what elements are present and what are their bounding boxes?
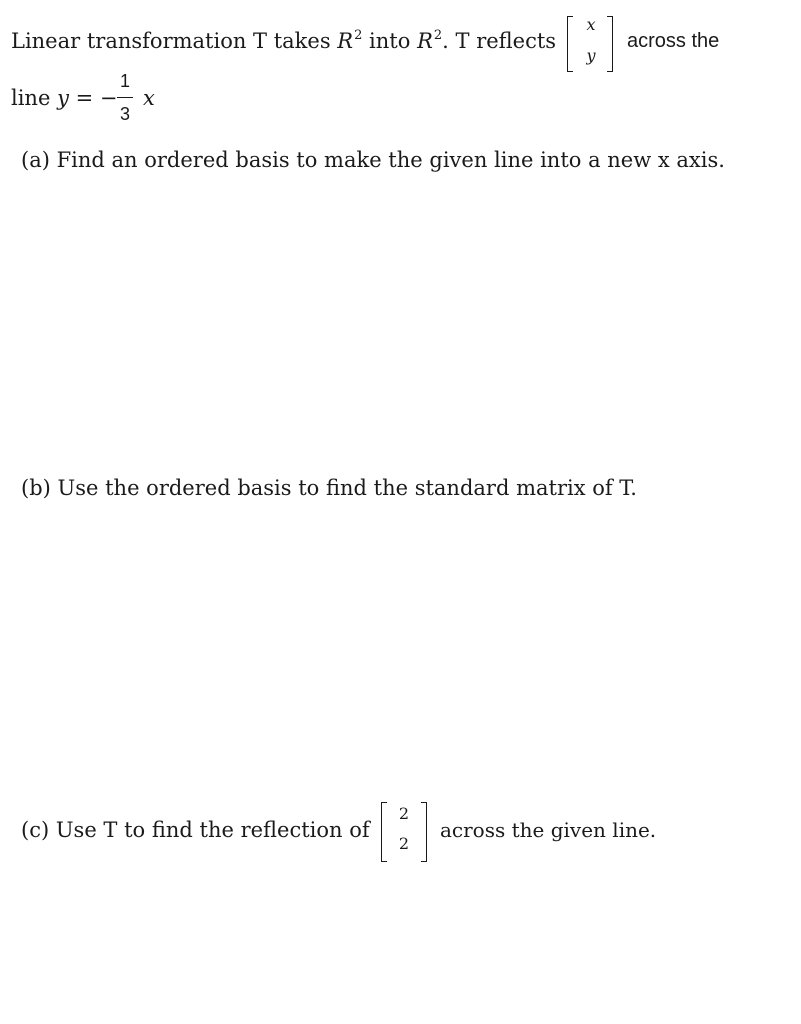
part-a-text: Find an ordered basis to make the given line into a new x axis.	[56, 148, 725, 172]
vector-22-entry-bottom: 2	[398, 834, 410, 853]
line-prefix: line	[11, 86, 58, 110]
line-equals-minus: = −	[68, 86, 118, 110]
fraction-bar	[117, 97, 133, 98]
line-var-x: x	[143, 86, 155, 110]
exponent-1: 2	[354, 28, 363, 43]
part-c-label: (c)	[21, 818, 50, 842]
vector-22-right-bracket	[421, 802, 427, 862]
intro-text	[11, 28, 557, 53]
vector-xy-right-bracket	[607, 16, 613, 72]
vector-xy-entry-x: x	[586, 15, 596, 34]
intro-part4: across the	[627, 30, 720, 52]
line-lhs: y	[57, 86, 69, 110]
line-equation	[11, 88, 117, 109]
exponent-2: 2	[433, 28, 443, 43]
part-c-text-before: Use T to find the reflection of	[55, 818, 370, 842]
part-b-label: (b)	[21, 476, 51, 500]
part-a	[21, 150, 725, 171]
vector-22-entry-top: 2	[398, 804, 410, 823]
intro-part1: Linear transformation T takes	[11, 29, 338, 53]
fraction-numerator: 1	[119, 71, 130, 91]
part-b	[21, 478, 637, 499]
vector-xy-entry-y: y	[586, 46, 596, 65]
part-c	[21, 820, 370, 841]
fraction-denominator: 3	[119, 104, 130, 124]
vector-xy-left-bracket	[567, 16, 573, 72]
space-r-2: R	[417, 29, 433, 53]
part-b-text: Use the ordered basis to find the standard matrix of T.	[57, 476, 637, 500]
part-a-label: (a)	[21, 148, 50, 172]
vector-22-left-bracket	[381, 802, 387, 862]
intro-part3: . T reflects	[442, 29, 557, 53]
intro-part2: into	[362, 29, 418, 53]
space-r-1: R	[337, 29, 354, 53]
part-c-text-after: across the given line.	[440, 818, 657, 842]
